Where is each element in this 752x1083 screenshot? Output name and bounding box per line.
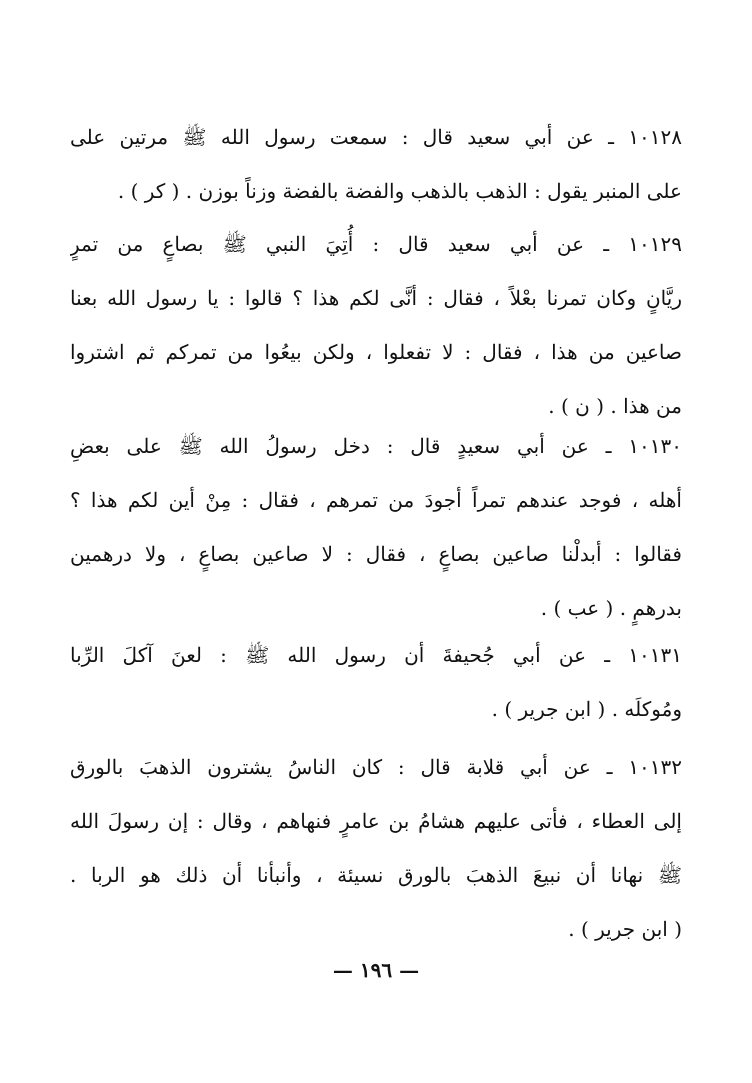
text-line: ﷺ نهانا أن نبيعَ الذهبَ بالورق نسيئة ، وأنبأنا أن ذلك هو الربا . — [70, 863, 682, 887]
text-line: ١٠١٣١ ـ عن أبي جُحيفةَ أن رسول الله ﷺ : لعنَ آكلَ الرِّبا — [70, 643, 682, 667]
text-line: ريَّانٍ وكان تمرنا بعْلاً ، فقال : أنَّى لكم هذا ؟ قالوا : يا رسول الله بعنا — [70, 286, 682, 310]
hadith-entry-10131 — [70, 628, 682, 736]
text-line: إلى العطاء ، فأتى عليهم هشامُ بن عامرٍ فنهاهم ، وقال : إن رسولَ الله — [70, 809, 682, 833]
hadith-entry-10129 — [70, 217, 682, 433]
text-line: فقالوا : أبدلْنا صاعين بصاعٍ ، فقال : لا صاعين بصاعٍ ، ولا درهمين — [70, 542, 682, 566]
hadith-entry-10132 — [70, 740, 682, 956]
hadith-entry-10130 — [70, 419, 682, 635]
text-line: من هذا . ( ن ) . — [548, 394, 682, 418]
text-line: أهله ، فوجد عندهم تمراً أجودَ من تمرهم ، فقال : مِنْ أين لكم هذا ؟ — [70, 488, 682, 512]
text-line: ( ابن جرير ) . — [568, 917, 682, 941]
text-line: ومُوكلَه . ( ابن جرير ) . — [491, 697, 682, 721]
text-line: ١٠١٢٩ ـ عن أبي سعيد قال : أُتِيَ النبي ﷺ بصاعٍ من تمرٍ — [70, 232, 682, 256]
text-line: ١٠١٣٠ ـ عن أبي سعيدٍ قال : دخل رسولُ الله ﷺ على بعضِ — [70, 434, 682, 458]
text-line: ١٠١٢٨ ـ عن أبي سعيد قال : سمعت رسول الله ﷺ مرتين على — [70, 125, 682, 149]
hadith-entry-10128 — [70, 110, 682, 218]
text-line: ١٠١٣٢ ـ عن أبي قلابة قال : كان الناسُ يشترون الذهبَ بالورق — [70, 755, 682, 779]
text-line: بدرهمٍ . ( عب ) . — [540, 596, 682, 620]
text-line: على المنبر يقول : الذهب بالذهب والفضة بالفضة وزناً بوزن . ( كر ) . — [117, 179, 682, 203]
text-line: صاعين من هذا ، فقال : لا تفعلوا ، ولكن بيعُوا من تمركم ثم اشتروا — [70, 340, 682, 364]
page-number: — ١٩٦ — — [332, 958, 420, 982]
